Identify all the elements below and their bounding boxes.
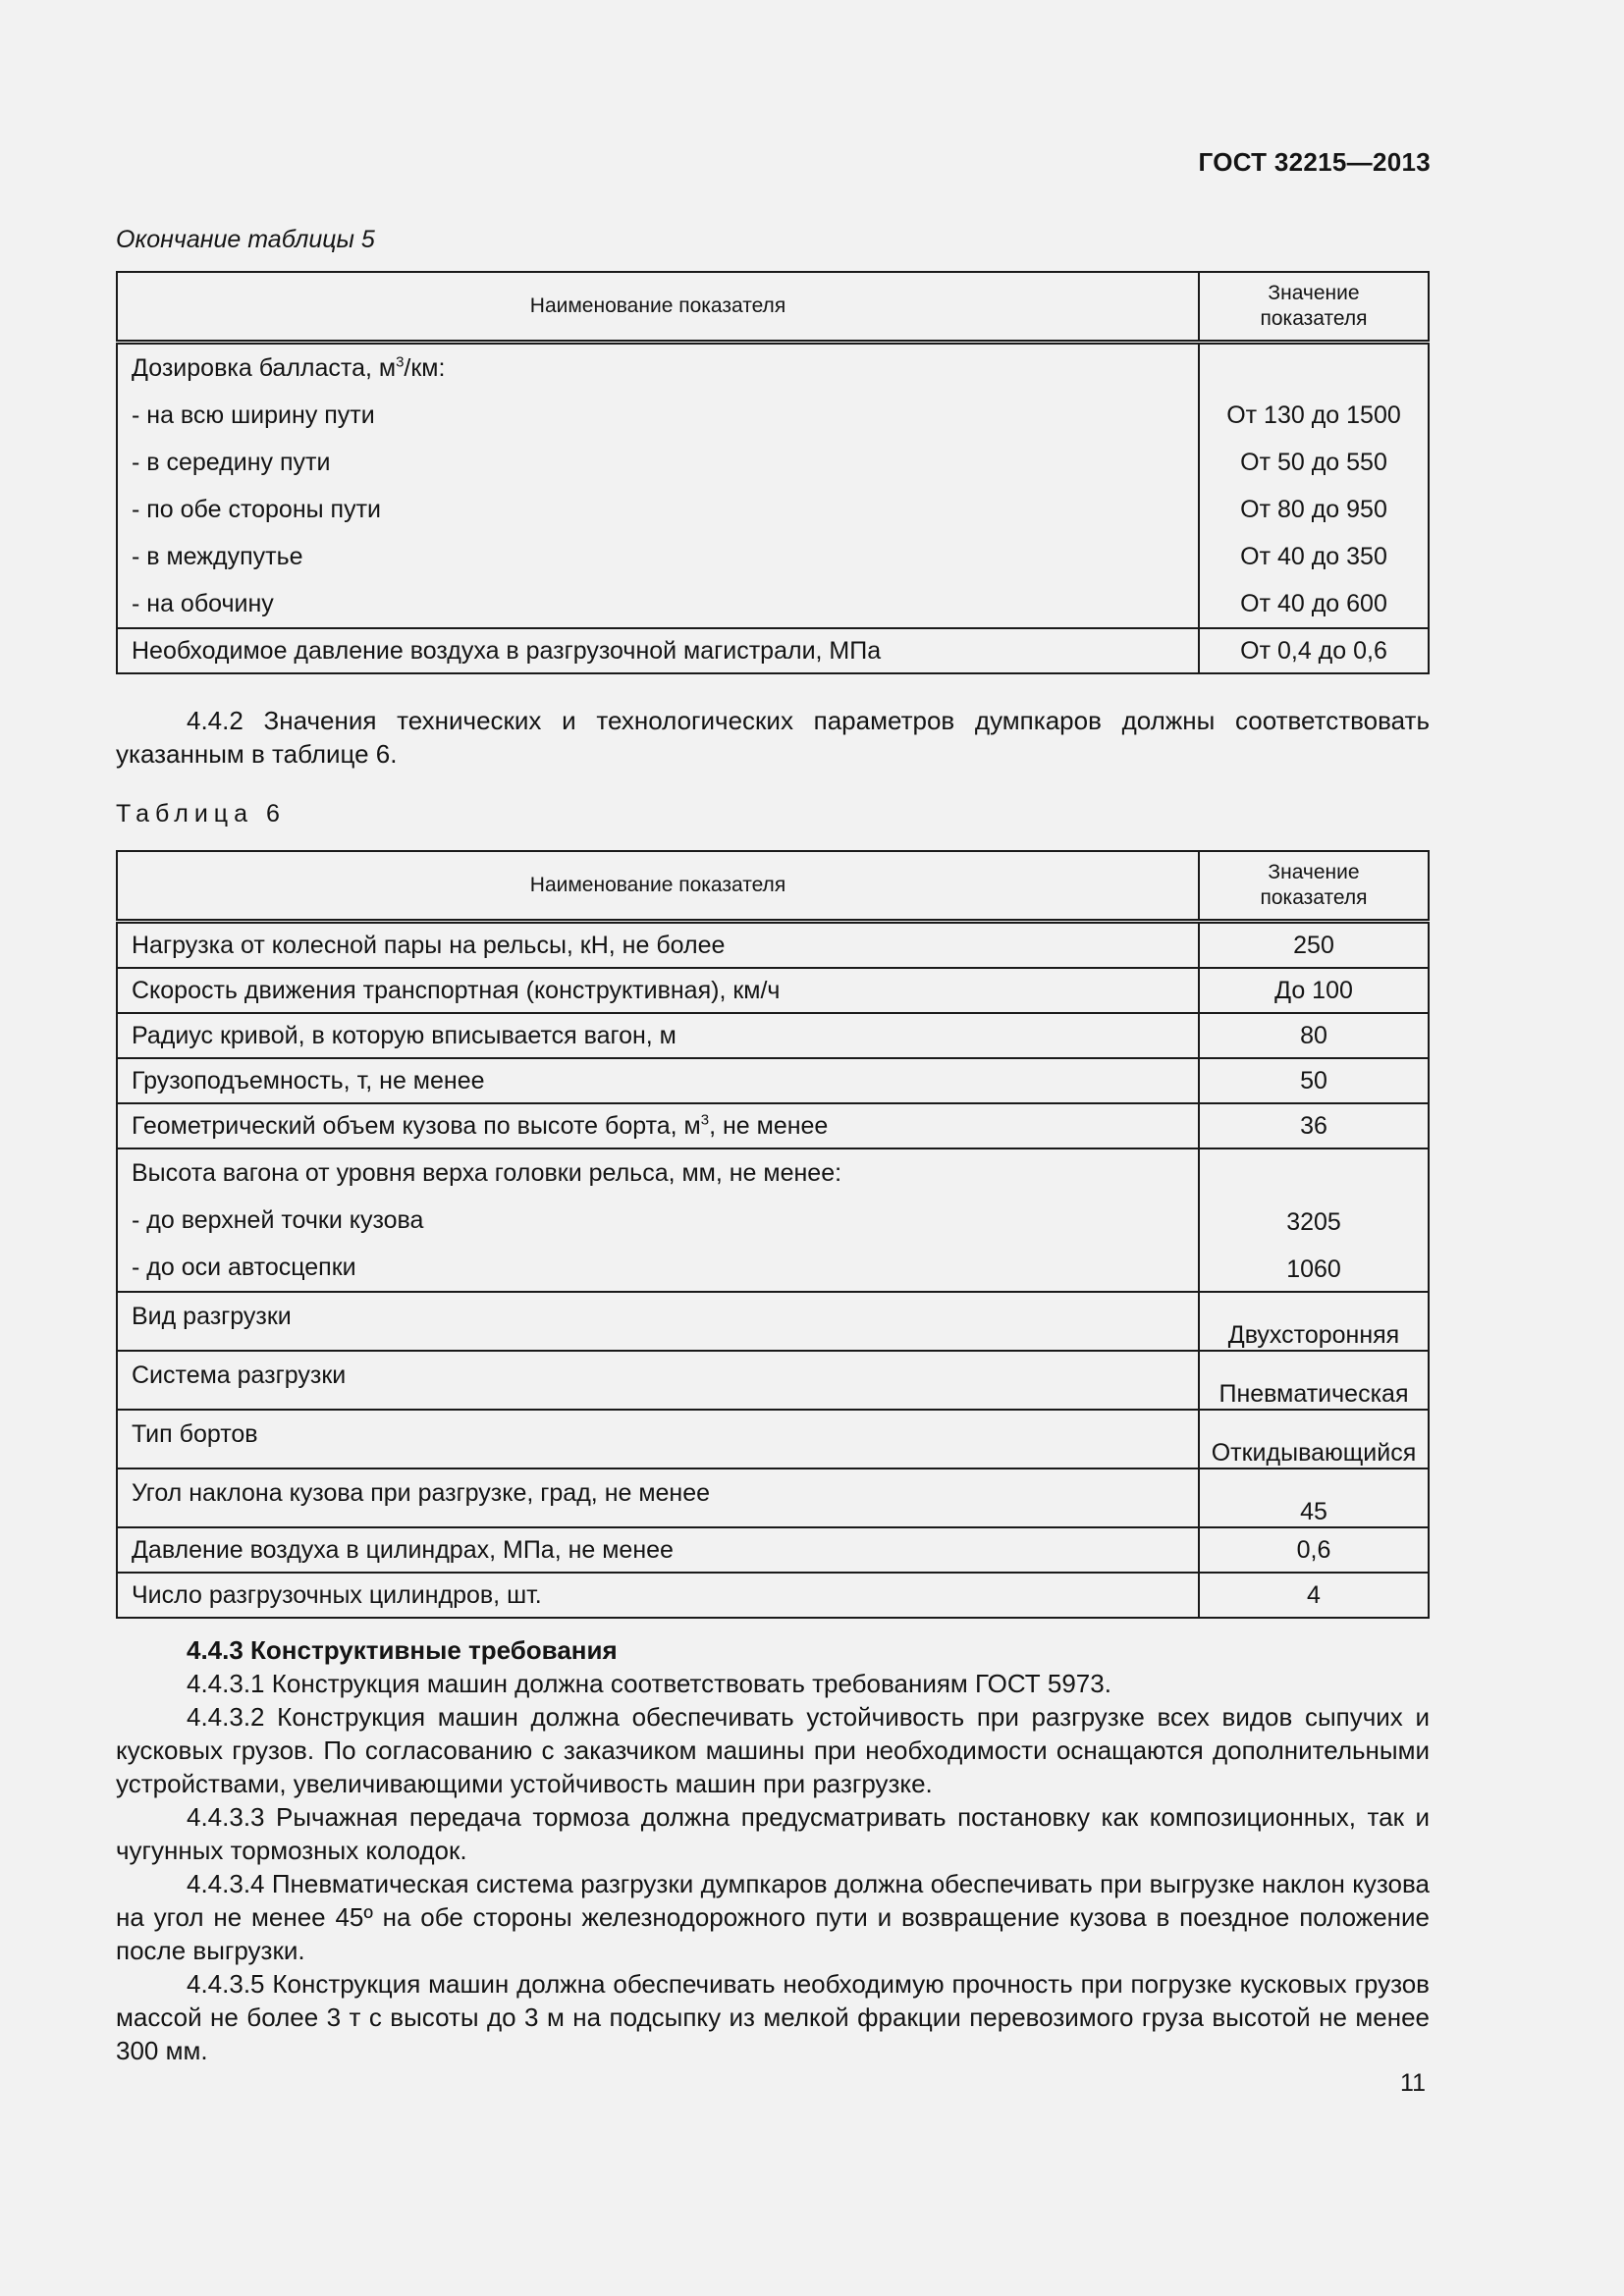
wagon-height-item-name: - до оси автосцепки	[132, 1254, 356, 1281]
wagon-height-names	[117, 1148, 1199, 1292]
table-row-wagon-height	[117, 1148, 1429, 1292]
cell-value: От 0,4 до 0,6	[1199, 628, 1429, 673]
column-header-value-line2: показателя	[1260, 307, 1368, 330]
wagon-height-item-name: - до верхней точки кузова	[132, 1206, 424, 1234]
column-header-name: Наименование показателя	[117, 272, 1199, 343]
table6-caption: Таблица 6	[116, 800, 286, 828]
cell-value: 4	[1199, 1573, 1429, 1618]
table-5	[116, 271, 1430, 674]
ballast-item-value: От 80 до 950	[1240, 496, 1387, 523]
column-header-value-line1: Значение	[1268, 282, 1360, 304]
ballast-item-value: От 40 до 350	[1240, 543, 1387, 570]
cell-value: Двухсторонняя	[1199, 1292, 1429, 1351]
table-row	[117, 1058, 1429, 1103]
cell-value: 36	[1199, 1103, 1429, 1148]
table-row	[117, 1351, 1429, 1410]
column-header-name: Наименование показателя	[117, 851, 1199, 922]
cell-name: Геометрический объем кузова по высоте борта, $м^3$, не менее	[117, 1103, 1199, 1148]
cell-name: Необходимое давление воздуха в разгрузочной магистрали, МПа	[117, 628, 1199, 673]
table-row	[117, 1410, 1429, 1468]
section-heading: 4.4.3 Конструктивные требования	[187, 1635, 618, 1665]
cell-name: Вид разгрузки	[117, 1292, 1199, 1351]
cell-name: Тип бортов	[117, 1410, 1199, 1468]
cell-name: Грузоподъемность, т, не менее	[117, 1058, 1199, 1103]
table-row-body-volume	[117, 1103, 1429, 1148]
ballast-group-title: Дозировка балласта, $м^3/км$:	[132, 353, 446, 382]
paragraph-4-4-3-5: 4.4.3.5 Конструкция машин должна обеспечивать необходимую прочность при погрузке кусковых грузов массой не более 3 т с высоты до 3 м на подсыпку из мелкой фракции перевозимого груза высотой не менее 300 мм.	[116, 1969, 1430, 2065]
cell-value: 250	[1199, 922, 1429, 969]
cell-name: Число разгрузочных цилиндров, шт.	[117, 1573, 1199, 1618]
cell-value: Откидывающийся	[1199, 1410, 1429, 1468]
paragraph-4-4-3-3: 4.4.3.3 Рычажная передача тормоза должна предусматривать постановку как композиционных, так и чугунных тормозных колодок.	[116, 1802, 1430, 1865]
cell-name: Давление воздуха в цилиндрах, МПа, не менее	[117, 1527, 1199, 1573]
paragraph-4-4-3-4: 4.4.3.4 Пневматическая система разгрузки думпкаров должна обеспечивать при выгрузке наклон кузова на угол не менее 45º на обе стороны железнодорожного пути и возвращение кузова в поездное положение после выгрузки.	[116, 1869, 1430, 1965]
ballast-dosage-values	[1199, 343, 1429, 629]
table5-caption: Окончание таблицы 5	[116, 226, 375, 253]
ballast-item-name: - по обе стороны пути	[132, 496, 382, 523]
table-row-ballast-dosage	[117, 343, 1429, 629]
paragraph-4-4-3-2: 4.4.3.2 Конструкция машин должна обеспечивать устойчивость при разгрузке всех видов сыпучих и кусковых грузов. По согласованию с заказчиком машины при необходимости оснащаются дополнительными устройствами, увеличивающими устойчивость машин при разгрузке.	[116, 1702, 1430, 1798]
column-header-value-line1: Значение	[1268, 861, 1360, 883]
ballast-item-name: - на обочину	[132, 590, 274, 617]
cell-name: Система разгрузки	[117, 1351, 1199, 1410]
ballast-item-name: - в середину пути	[132, 449, 331, 476]
table-row	[117, 1527, 1429, 1573]
cell-value: До 100	[1199, 968, 1429, 1013]
ballast-item-value: От 40 до 600	[1240, 590, 1387, 617]
table-row	[117, 968, 1429, 1013]
cell-value: Пневматическая	[1199, 1351, 1429, 1410]
paragraph-4-4-2: 4.4.2 Значения технических и технологических параметров думпкаров должны соответствовать указанным в таблице 6.	[116, 706, 1430, 769]
ballast-item-name: - в междупутье	[132, 543, 303, 570]
table-row	[117, 1292, 1429, 1351]
table-row	[117, 628, 1429, 673]
cell-value: 80	[1199, 1013, 1429, 1058]
column-header-value	[1199, 851, 1429, 922]
cell-name: Скорость движения транспортная (конструктивная), км/ч	[117, 968, 1199, 1013]
ballast-item-value: От 50 до 550	[1240, 449, 1387, 476]
cell-value: 50	[1199, 1058, 1429, 1103]
wagon-height-item-value: 3205	[1286, 1208, 1341, 1236]
column-header-value	[1199, 272, 1429, 343]
wagon-height-title: Высота вагона от уровня верха головки рельса, мм, не менее:	[132, 1159, 842, 1187]
document-header: ГОСТ 32215—2013	[1198, 147, 1431, 177]
table-header-row	[117, 851, 1429, 922]
ballast-item-name: - на всю ширину пути	[132, 401, 375, 429]
table-header-row	[117, 272, 1429, 343]
table-row	[117, 922, 1429, 969]
table-6	[116, 850, 1430, 1619]
table-row	[117, 1573, 1429, 1618]
cell-value: 0,6	[1199, 1527, 1429, 1573]
table-row	[117, 1468, 1429, 1527]
wagon-height-item-value: 1060	[1286, 1255, 1341, 1283]
wagon-height-values	[1199, 1148, 1429, 1292]
table-row	[117, 1013, 1429, 1058]
page-number: 11	[1400, 2069, 1426, 2097]
cell-name: Угол наклона кузова при разгрузке, град, не менее	[117, 1468, 1199, 1527]
cell-value: 45	[1199, 1468, 1429, 1527]
cell-name: Радиус кривой, в которую вписывается вагон, м	[117, 1013, 1199, 1058]
cell-name: Нагрузка от колесной пары на рельсы, кН, не более	[117, 922, 1199, 969]
paragraph-4-4-3-1: 4.4.3.1 Конструкция машин должна соответствовать требованиям ГОСТ 5973.	[187, 1669, 1111, 1698]
ballast-dosage-names	[117, 343, 1199, 629]
section-4-4-3	[116, 1633, 1430, 2067]
ballast-item-value: От 130 до 1500	[1226, 401, 1401, 429]
column-header-value-line2: показателя	[1260, 886, 1368, 909]
